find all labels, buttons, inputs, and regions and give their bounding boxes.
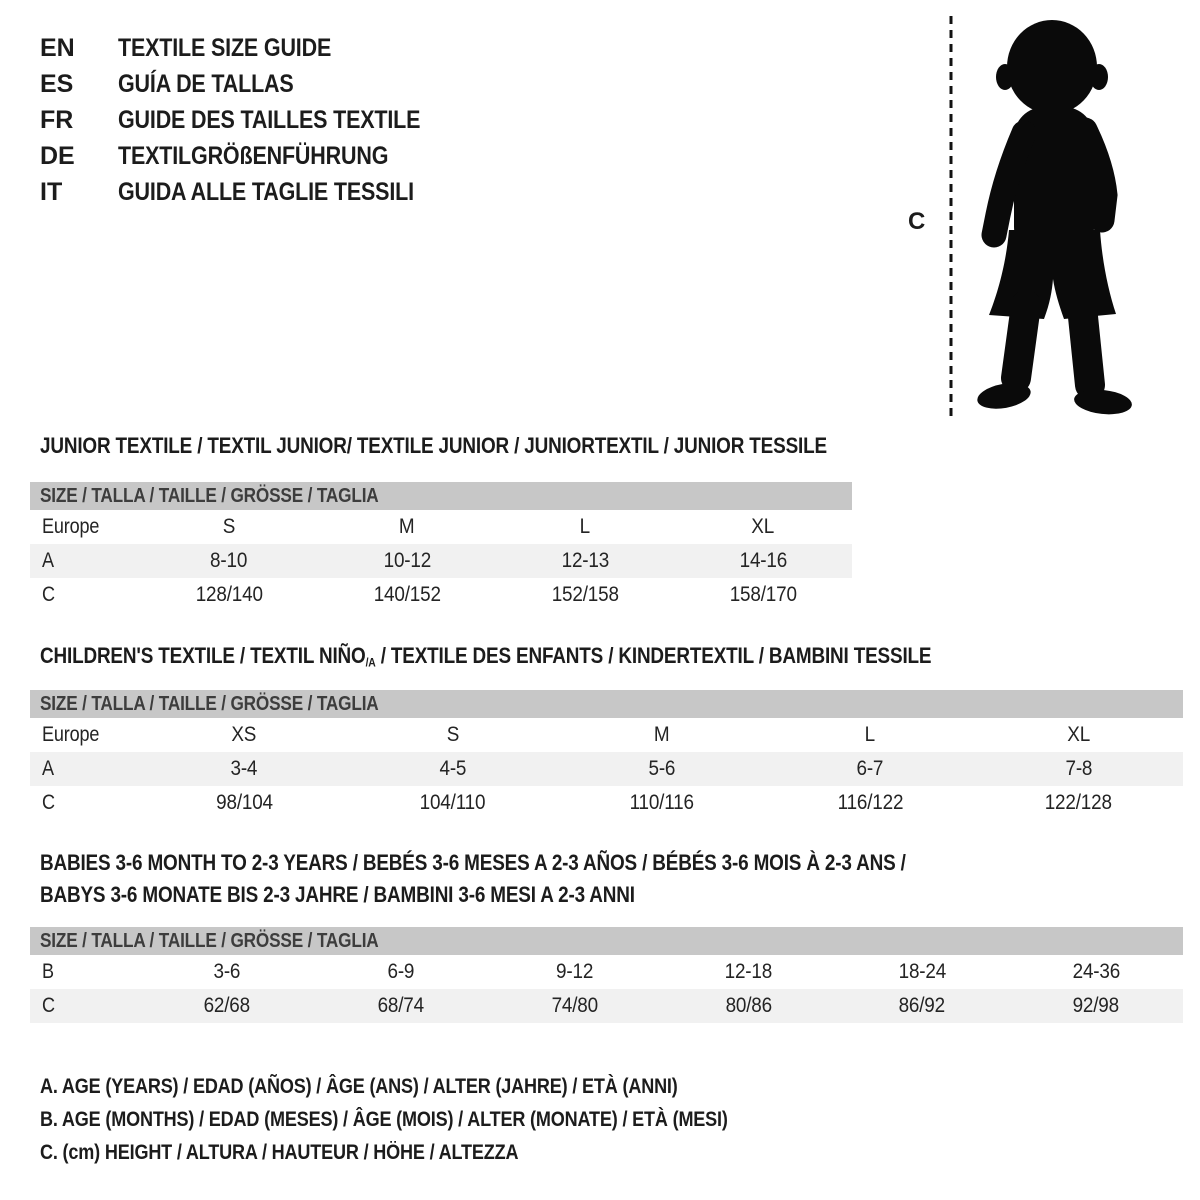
cell-value: 7-8 <box>1065 757 1093 780</box>
table-row <box>30 989 1183 1023</box>
cell-value: 80/86 <box>725 994 772 1017</box>
row-label: C <box>42 791 55 814</box>
size-table-header: SIZE / TALLA / TAILLE / GRÖSSE / TAGLIA <box>30 482 852 510</box>
language-title: GUÍA DE TALLAS <box>118 69 294 98</box>
size-table-header: SIZE / TALLA / TAILLE / GRÖSSE / TAGLIA <box>30 690 1183 718</box>
table-row <box>30 718 1183 752</box>
cell-value: 10-12 <box>383 549 431 572</box>
language-title-list <box>40 30 470 210</box>
row-label: Europe <box>42 723 100 746</box>
cell-value: S <box>222 515 236 538</box>
language-title: TEXTILE SIZE GUIDE <box>118 33 332 62</box>
cell-value: 6-7 <box>856 757 884 780</box>
cell-value: 4-5 <box>439 757 467 780</box>
language-title: TEXTILGRÖßENFÜHRUNG <box>118 141 389 170</box>
cell-value: 12-18 <box>724 960 773 983</box>
table-row <box>30 578 852 612</box>
cell-value: 18-24 <box>898 960 946 983</box>
row-label: B <box>42 960 54 983</box>
language-code: DE <box>40 141 75 170</box>
table-row <box>30 752 1183 786</box>
cell-value: 3-4 <box>230 757 258 780</box>
language-code: IT <box>40 177 63 206</box>
cell-value: 12-13 <box>561 549 609 572</box>
cell-value: 92/98 <box>1072 994 1120 1017</box>
cell-value: 3-6 <box>213 960 241 983</box>
junior-size-table <box>30 482 852 612</box>
cell-value: 6-9 <box>387 960 415 983</box>
measurement-legend <box>40 1070 840 1169</box>
language-row-de <box>40 138 470 174</box>
cell-value: M <box>653 723 670 746</box>
language-title: GUIDA ALLE TAGLIE TESSILI <box>118 177 414 206</box>
legend-line-c: C. (cm) HEIGHT / ALTURA / HAUTEUR / HÖHE / ALTEZZA <box>40 1140 519 1164</box>
cell-value: S <box>446 723 460 746</box>
language-code: ES <box>40 69 74 98</box>
language-code: FR <box>40 105 74 134</box>
cell-value: 86/92 <box>899 994 946 1017</box>
cell-value: 122/128 <box>1045 791 1113 814</box>
cell-value: 24-36 <box>1072 960 1120 983</box>
cell-value: L <box>579 515 591 538</box>
legend-line-b: B. AGE (MONTHS) / EDAD (MESES) / ÂGE (MOIS) / ALTER (MONATE) / ETÀ (MESI) <box>40 1107 728 1131</box>
cell-value: 98/104 <box>215 791 273 814</box>
language-title: GUIDE DES TAILLES TEXTILE <box>118 105 421 134</box>
height-measure-line <box>948 16 954 416</box>
cell-value: 116/122 <box>837 791 903 814</box>
cell-value: 9-12 <box>556 960 594 983</box>
row-label: C <box>42 583 55 606</box>
height-measure-label: C <box>908 208 926 235</box>
cell-value: 158/170 <box>729 583 797 606</box>
babies-section-title-line2: BABYS 3-6 MONATE BIS 2-3 JAHRE / BAMBINI 3-6 MESI A 2-3 ANNI <box>40 882 635 907</box>
cell-value: XL <box>751 515 775 538</box>
cell-value: XS <box>231 723 257 746</box>
size-table-header: SIZE / TALLA / TAILLE / GRÖSSE / TAGLIA <box>30 927 1183 955</box>
cell-value: 110/116 <box>629 791 694 814</box>
row-label: A <box>42 757 54 780</box>
table-row <box>30 955 1183 989</box>
babies-size-table <box>30 927 1183 1023</box>
cell-value: 62/68 <box>203 994 251 1017</box>
cell-value: 14-16 <box>739 549 787 572</box>
cell-value: 152/158 <box>551 583 619 606</box>
babies-section-title-line1: BABIES 3-6 MONTH TO 2-3 YEARS / BEBÉS 3-6 MESES A 2-3 AÑOS / BÉBÉS 3-6 MOIS À 2-3 ANS / <box>40 850 906 875</box>
row-label: Europe <box>42 515 100 538</box>
table-row <box>30 510 852 544</box>
legend-line-a: A. AGE (YEARS) / EDAD (AÑOS) / ÂGE (ANS) / ALTER (JAHRE) / ETÀ (ANNI) <box>40 1074 678 1098</box>
row-label: C <box>42 994 55 1017</box>
language-row-fr <box>40 102 470 138</box>
table-row <box>30 544 852 578</box>
children-size-table <box>30 690 1183 820</box>
cell-value: 128/140 <box>195 583 263 606</box>
cell-value: 74/80 <box>551 994 598 1017</box>
language-row-en <box>40 30 470 66</box>
cell-value: XL <box>1067 723 1091 746</box>
cell-value: 140/152 <box>373 583 441 606</box>
language-row-es <box>40 66 470 102</box>
cell-value: M <box>399 515 415 538</box>
table-row <box>30 786 1183 820</box>
cell-value: 68/74 <box>377 994 424 1017</box>
row-label: A <box>42 549 54 572</box>
children-section-title: CHILDREN'S TEXTILE / TEXTIL $NIÑO_{/A}$ / TEXTILE DES ENFANTS / KINDERTEXTIL / BAMBINI TESSILE <box>40 643 932 670</box>
language-code: EN <box>40 33 75 62</box>
toddler-silhouette-image <box>964 14 1139 416</box>
cell-value: 5-6 <box>648 757 675 780</box>
language-row-it <box>40 174 470 210</box>
cell-value: L <box>864 723 876 746</box>
junior-section-title: JUNIOR TEXTILE / TEXTIL JUNIOR/ TEXTILE JUNIOR / JUNIORTEXTIL / JUNIOR TESSILE <box>40 433 827 458</box>
cell-value: 8-10 <box>210 549 248 572</box>
cell-value: 104/110 <box>420 791 486 814</box>
